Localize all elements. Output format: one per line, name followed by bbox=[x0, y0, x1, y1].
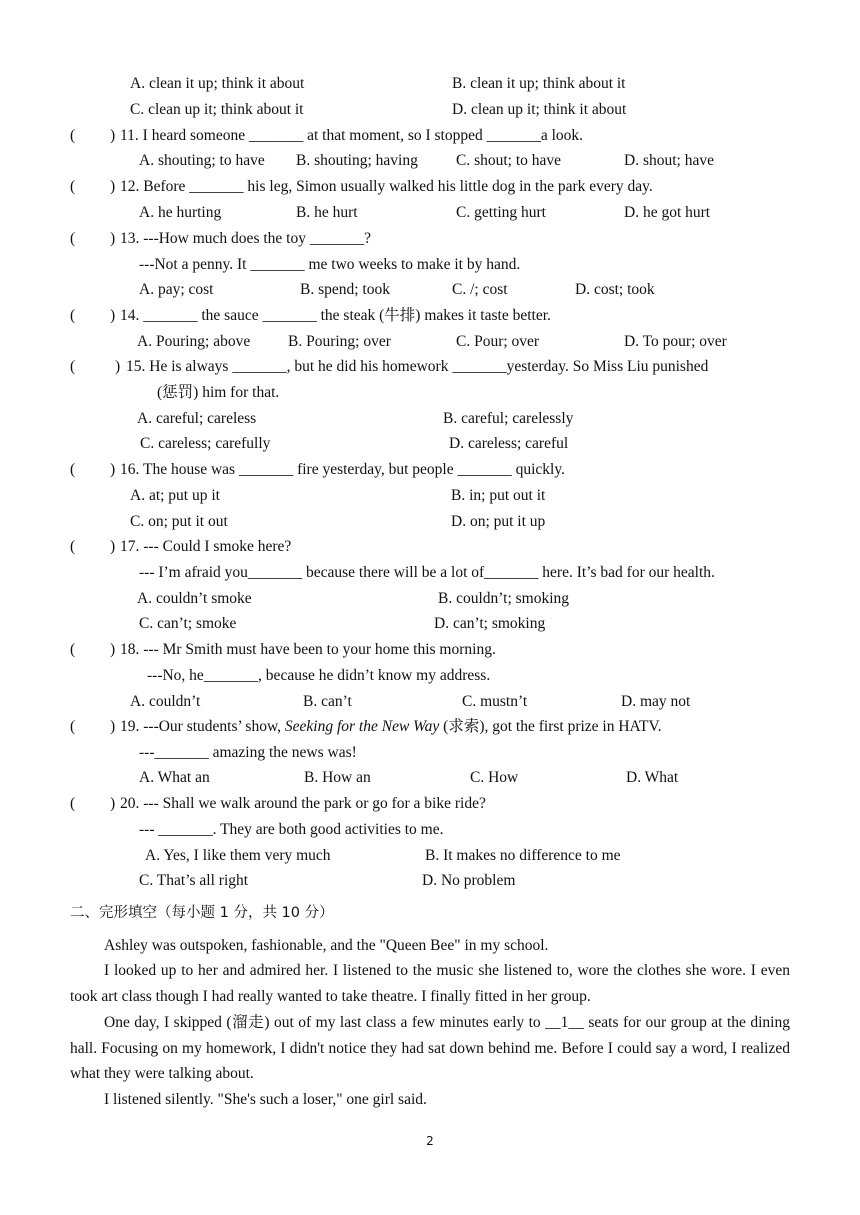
answer-paren-close: ) bbox=[110, 718, 116, 735]
answer-paren-close: ) bbox=[110, 178, 116, 195]
q13-option-c: C. /; cost bbox=[452, 281, 508, 298]
q13-reply: ---Not a penny. It _______ me two weeks to make it by hand. bbox=[139, 256, 521, 273]
passage-paragraph-3 bbox=[70, 1010, 790, 1087]
q18-option-d: D. may not bbox=[621, 693, 691, 710]
q13-option-d: D. cost; took bbox=[575, 281, 655, 298]
question-text: 17. --- Could I smoke here? bbox=[120, 538, 292, 555]
answer-paren-close: ) bbox=[110, 795, 116, 812]
question-text-b: (求索), got the first prize in HATV. bbox=[439, 718, 662, 735]
q12-option-a: A. he hurting bbox=[139, 204, 222, 221]
answer-paren-close: ) bbox=[110, 230, 116, 247]
q20-option-d: D. No problem bbox=[422, 872, 516, 889]
answer-paren-open: ( bbox=[70, 178, 76, 195]
show-title: Seeking for the New Way bbox=[284, 718, 440, 735]
answer-paren-open: ( bbox=[70, 538, 76, 555]
q12-option-c: C. getting hurt bbox=[456, 204, 546, 221]
cloze-blank-1: __1__ bbox=[545, 1014, 584, 1031]
q17-option-a: A. couldn’t smoke bbox=[137, 590, 252, 607]
q20-reply: --- _______. They are both good activities to me. bbox=[139, 821, 444, 838]
q15-option-b: B. careful; carelessly bbox=[443, 410, 574, 427]
q12-option-b: B. he hurt bbox=[296, 204, 358, 221]
q15-option-a: A. careful; careless bbox=[137, 410, 257, 427]
question-text: 16. The house was _______ fire yesterday, but people _______ quickly. bbox=[120, 461, 565, 478]
q15-option-d: D. careless; careful bbox=[449, 435, 569, 452]
q19-option-a: A. What an bbox=[139, 769, 210, 786]
q11-option-c: C. shout; to have bbox=[456, 152, 562, 169]
q16-option-d: D. on; put it up bbox=[451, 513, 546, 530]
q17-reply: --- I’m afraid you_______ because there will be a lot of_______ here. It’s bad for our health. bbox=[139, 564, 715, 581]
q18-option-b: B. can’t bbox=[303, 693, 352, 710]
question-text: 13. ---How much does the toy _______? bbox=[120, 230, 371, 247]
q18-option-c: C. mustn’t bbox=[462, 693, 528, 710]
paragraph-text-a: One day, I skipped (溜走) out of my last class a few minutes early to bbox=[104, 1014, 546, 1031]
q17-option-c: C. can’t; smoke bbox=[139, 615, 237, 632]
q13-option-b: B. spend; took bbox=[300, 281, 390, 298]
q11-option-d: D. shout; have bbox=[624, 152, 714, 169]
question-text: 12. Before _______ his leg, Simon usually walked his little dog in the park every day. bbox=[120, 178, 653, 195]
page-number: 2 bbox=[426, 1134, 434, 1148]
q11-option-b: B. shouting; having bbox=[296, 152, 418, 169]
question-text: 14. _______ the sauce _______ the steak (牛排) makes it taste better. bbox=[120, 307, 551, 324]
q20-option-a: A. Yes, I like them very much bbox=[145, 847, 331, 864]
q16-option-b: B. in; put out it bbox=[451, 487, 546, 504]
question-text: 20. --- Shall we walk around the park or go for a bike ride? bbox=[120, 795, 486, 812]
q18-reply: ---No, he_______, because he didn’t know my address. bbox=[147, 667, 491, 684]
answer-paren-open: ( bbox=[70, 307, 76, 324]
q14-option-a: A. Pouring; above bbox=[137, 333, 251, 350]
answer-paren-open: ( bbox=[70, 230, 76, 247]
answer-paren-close: ) bbox=[110, 461, 116, 478]
q16-option-c: C. on; put it out bbox=[130, 513, 228, 530]
answer-paren-close: ) bbox=[110, 641, 116, 658]
paragraph-text-b: seats for our group at the dining hall. Focusing on my homework, I didn't notice they had sat down behind me. Before I could say a word, I realized what they were talking about. bbox=[70, 1014, 790, 1083]
q19-option-c: C. How bbox=[470, 769, 519, 786]
question-text-a: 19. ---Our students’ show, bbox=[120, 718, 285, 735]
answer-paren-open: ( bbox=[70, 461, 76, 478]
question-text: 11. I heard someone _______ at that moment, so I stopped _______a look. bbox=[120, 127, 584, 144]
passage-paragraph-1: Ashley was outspoken, fashionable, and the "Queen Bee" in my school. bbox=[104, 937, 549, 954]
q16-option-a: A. at; put up it bbox=[130, 487, 220, 504]
question-text: 18. --- Mr Smith must have been to your home this morning. bbox=[120, 641, 496, 658]
answer-paren-open: ( bbox=[70, 127, 76, 144]
answer-paren-close: ) bbox=[115, 358, 121, 375]
q12-option-d: D. he got hurt bbox=[624, 204, 711, 221]
q17-option-b: B. couldn’t; smoking bbox=[438, 590, 570, 607]
q10-option-b: B. clean it up; think about it bbox=[452, 75, 626, 92]
q10-option-c: C. clean up it; think about it bbox=[130, 101, 304, 118]
q18-option-a: A. couldn’t bbox=[130, 693, 201, 710]
section-heading: 二、完形填空（每小题 1 分，共 10 分） bbox=[70, 905, 334, 921]
q20-option-c: C. That’s all right bbox=[139, 872, 249, 889]
q20-option-b: B. It makes no difference to me bbox=[425, 847, 621, 864]
q14-option-b: B. Pouring; over bbox=[288, 333, 391, 350]
q13-option-a: A. pay; cost bbox=[139, 281, 214, 298]
answer-paren-open: ( bbox=[70, 718, 76, 735]
q19-option-b: B. How an bbox=[304, 769, 371, 786]
q15-continuation: (惩罚) him for that. bbox=[157, 384, 280, 401]
q14-option-d: D. To pour; over bbox=[624, 333, 727, 350]
answer-paren-open: ( bbox=[70, 641, 76, 658]
q19-reply: ---_______ amazing the news was! bbox=[139, 744, 357, 761]
q19-option-d: D. What bbox=[626, 769, 679, 786]
answer-paren-open: ( bbox=[70, 358, 76, 375]
passage-paragraph-2: I looked up to her and admired her. I listened to the music she listened to, wore the clothes she wore. I even took art class though I had really wanted to take theatre. I finally fitted in her group. bbox=[70, 962, 790, 1005]
question-text bbox=[120, 717, 662, 737]
q15-option-c: C. careless; carefully bbox=[140, 435, 271, 452]
q10-option-d: D. clean up it; think it about bbox=[452, 101, 627, 118]
q14-option-c: C. Pour; over bbox=[456, 333, 540, 350]
q10-option-a: A. clean it up; think it about bbox=[130, 75, 305, 92]
answer-paren-close: ) bbox=[110, 127, 116, 144]
q17-option-d: D. can’t; smoking bbox=[434, 615, 546, 632]
answer-paren-open: ( bbox=[70, 795, 76, 812]
q11-option-a: A. shouting; to have bbox=[139, 152, 265, 169]
answer-paren-close: ) bbox=[110, 307, 116, 324]
passage-paragraph-4: I listened silently. "She's such a loser," one girl said. bbox=[104, 1091, 427, 1108]
question-text: 15. He is always _______, but he did his homework _______yesterday. So Miss Liu punished bbox=[126, 358, 709, 375]
answer-paren-close: ) bbox=[110, 538, 116, 555]
